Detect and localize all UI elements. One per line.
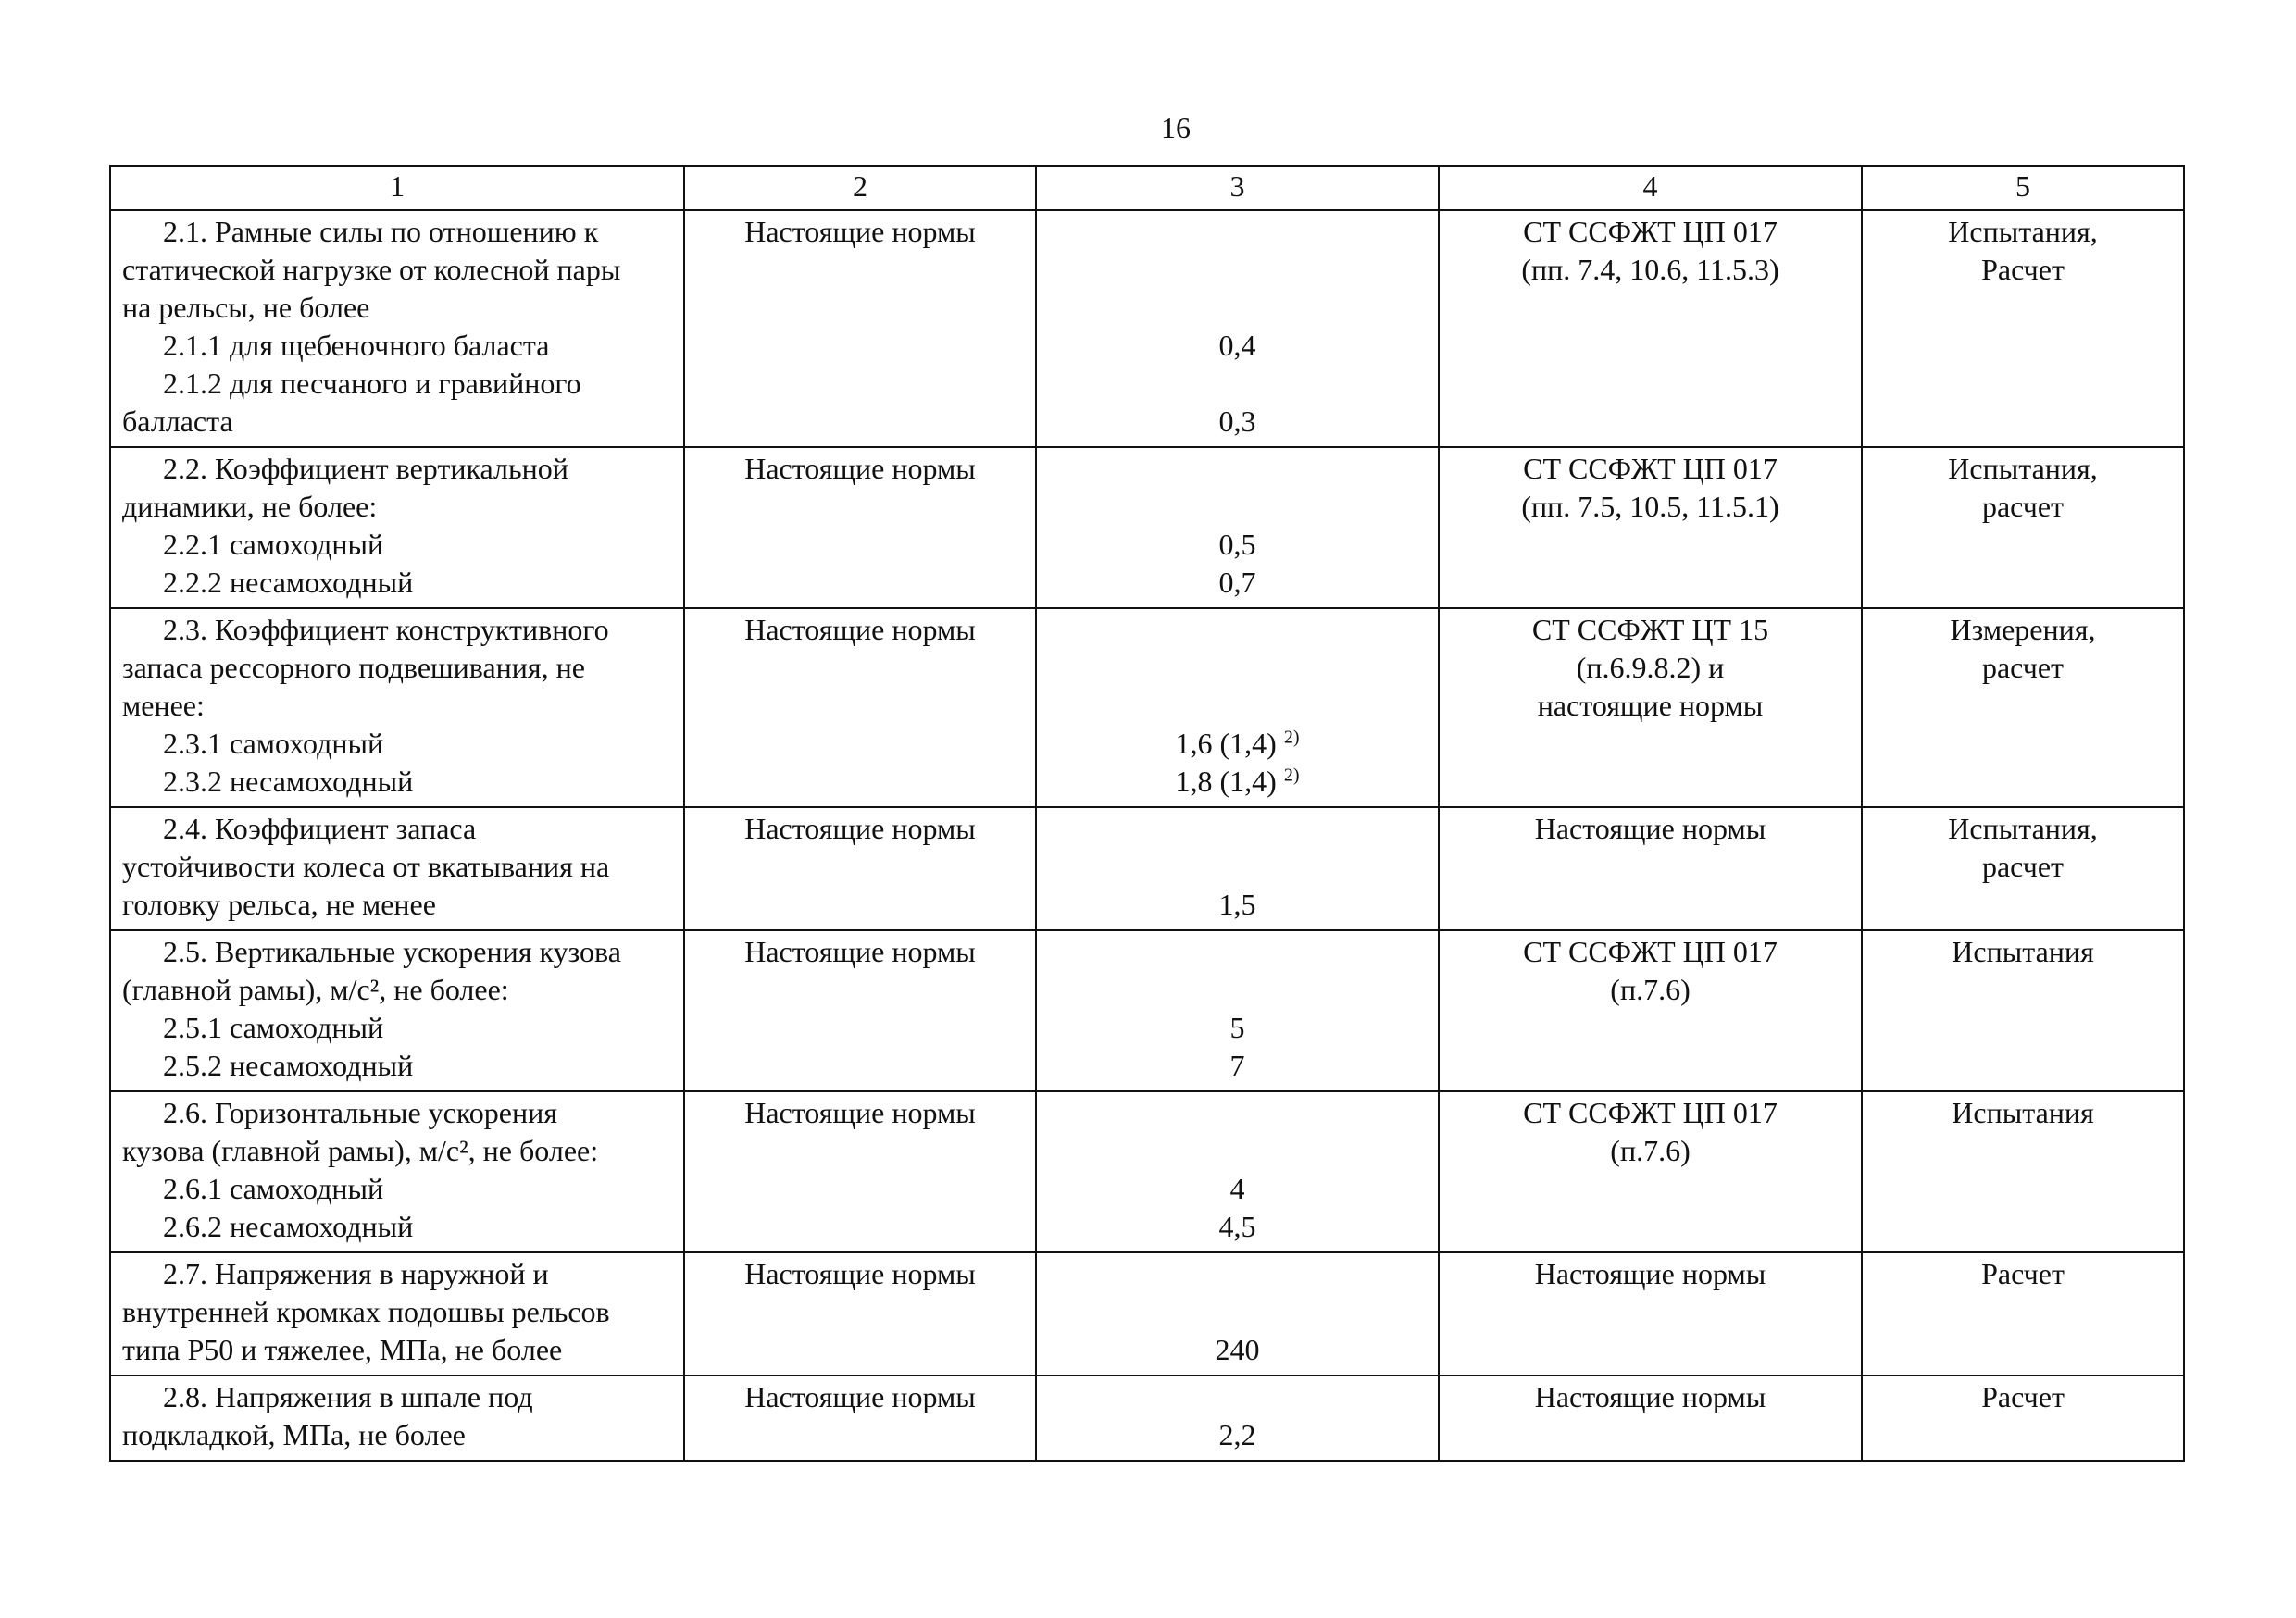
document-cell <box>1439 447 1862 608</box>
value-line <box>1037 213 1438 251</box>
value-line <box>1037 1094 1438 1132</box>
document-line: (пп. 7.4, 10.6, 11.5.3) <box>1521 253 1779 286</box>
parameter-line: на рельсы, не более <box>122 291 370 324</box>
parameter-line: 2.7. Напряжения в наружной и <box>163 1257 549 1290</box>
parameter-line: 2.3.1 самоходный <box>163 727 384 760</box>
document-line: Настоящие нормы <box>1534 1257 1766 1290</box>
parameter-line: статической нагрузке от колесной пары <box>122 253 621 286</box>
value-cell <box>1036 1252 1439 1375</box>
method-cell <box>1862 1252 2184 1375</box>
parameter-line: 2.4. Коэффициент запаса <box>163 812 477 845</box>
value-line <box>1037 1208 1438 1246</box>
parameter-line: 2.6. Горизонтальные ускорения <box>163 1096 557 1129</box>
value-text: 4,5 <box>1218 1210 1256 1243</box>
value-line <box>1037 488 1438 526</box>
method-line: расчет <box>1981 490 2065 523</box>
parameter-line: 2.1. Рамные силы по отношению к <box>163 215 599 248</box>
parameter-line: 2.2.2 несамоходный <box>163 566 414 599</box>
parameter-line: 2.6.2 несамоходный <box>163 1210 414 1243</box>
method-line: Измерения, <box>1950 613 2096 646</box>
source-text: Настоящие нормы <box>744 1257 976 1290</box>
parameter-line: типа Р50 и тяжелее, МПа, не более <box>122 1333 563 1366</box>
value-cell <box>1036 210 1439 447</box>
value-line <box>1037 687 1438 725</box>
source-text: Настоящие нормы <box>744 1380 976 1413</box>
value-cell <box>1036 447 1439 608</box>
method-cell <box>1862 608 2184 807</box>
value-line <box>1037 1416 1438 1454</box>
parameter-cell <box>110 210 684 447</box>
value-line <box>1037 403 1438 441</box>
value-line <box>1037 289 1438 327</box>
value-line <box>1037 526 1438 564</box>
parameter-line: 2.5.1 самоходный <box>163 1011 384 1044</box>
requirements-table <box>109 165 2185 1462</box>
parameter-line: подкладкой, МПа, не более <box>122 1418 466 1451</box>
value-line <box>1037 327 1438 365</box>
value-text: 1,6 (1,4) <box>1175 727 1277 760</box>
table-row <box>110 608 2184 807</box>
value-cell <box>1036 807 1439 930</box>
source-cell <box>684 930 1036 1091</box>
source-cell <box>684 1252 1036 1375</box>
value-line <box>1037 933 1438 971</box>
document-cell <box>1439 1091 1862 1252</box>
method-cell <box>1862 807 2184 930</box>
value-line <box>1037 1047 1438 1085</box>
parameter-cell <box>110 1375 684 1461</box>
parameter-line: устойчивости колеса от вкатывания на <box>122 850 610 883</box>
parameter-line: 2.3.2 несамоходный <box>163 765 414 798</box>
value-line <box>1037 649 1438 687</box>
method-line: Расчет <box>1981 1380 2065 1413</box>
document-cell <box>1439 1252 1862 1375</box>
page-number: 16 <box>1161 111 1191 144</box>
parameter-line: 2.1.2 для песчаного и гравийного <box>163 367 581 400</box>
value-cell <box>1036 930 1439 1091</box>
method-line: расчет <box>1981 850 2065 883</box>
value-text: 0,4 <box>1218 329 1256 362</box>
source-text: Настоящие нормы <box>744 935 976 968</box>
parameter-cell <box>110 447 684 608</box>
value-cell <box>1036 608 1439 807</box>
table-row <box>110 930 2184 1091</box>
source-text: Настоящие нормы <box>744 613 976 646</box>
value-text: 240 <box>1215 1333 1260 1366</box>
parameter-line: 2.1.1 для щебеночного баласта <box>163 329 550 362</box>
method-line: Расчет <box>1981 253 2065 286</box>
value-line <box>1037 251 1438 289</box>
value-line <box>1037 1170 1438 1208</box>
value-line <box>1037 725 1438 763</box>
value-line <box>1037 1132 1438 1170</box>
document-line: СТ ССФЖТ ЦП 017 <box>1523 935 1778 968</box>
column-header-4: 4 <box>1439 166 1862 210</box>
parameter-line: головку рельса, не менее <box>122 888 436 921</box>
parameter-cell <box>110 1252 684 1375</box>
document-cell <box>1439 1375 1862 1461</box>
source-text: Настоящие нормы <box>744 1096 976 1129</box>
source-cell <box>684 1091 1036 1252</box>
method-line: Испытания <box>1952 935 2094 968</box>
document-line: (п.7.6) <box>1610 1134 1691 1167</box>
table-row <box>110 1091 2184 1252</box>
parameter-line: менее: <box>122 689 205 722</box>
value-line <box>1037 564 1438 602</box>
value-line <box>1037 450 1438 488</box>
document-line: СТ ССФЖТ ЦТ 15 <box>1531 613 1769 646</box>
footnote-mark: 2) <box>1283 727 1300 748</box>
value-line <box>1037 848 1438 886</box>
column-header-1: 1 <box>110 166 684 210</box>
value-line <box>1037 365 1438 403</box>
value-text: 5 <box>1229 1011 1245 1044</box>
parameter-line: динамики, не более: <box>122 490 378 523</box>
header-row <box>110 166 2184 210</box>
method-line: Испытания <box>1952 1096 2094 1129</box>
method-line: Испытания, <box>1948 452 2098 485</box>
value-line <box>1037 1293 1438 1331</box>
value-cell <box>1036 1375 1439 1461</box>
parameter-line: 2.8. Напряжения в шпале под <box>163 1380 533 1413</box>
source-cell <box>684 210 1036 447</box>
document-line: (п.6.9.8.2) и <box>1576 651 1725 684</box>
source-text: Настоящие нормы <box>744 452 976 485</box>
parameter-cell <box>110 930 684 1091</box>
parameter-cell <box>110 1091 684 1252</box>
value-text: 2,2 <box>1218 1418 1256 1451</box>
document-line: СТ ССФЖТ ЦП 017 <box>1523 452 1778 485</box>
value-line <box>1037 810 1438 848</box>
method-line: Расчет <box>1981 1257 2065 1290</box>
parameter-line: 2.2.1 самоходный <box>163 528 384 561</box>
parameter-line: 2.5.2 несамоходный <box>163 1049 414 1082</box>
value-line <box>1037 763 1438 801</box>
value-cell <box>1036 1091 1439 1252</box>
parameter-cell <box>110 807 684 930</box>
method-cell <box>1862 447 2184 608</box>
method-line: Испытания, <box>1948 215 2098 248</box>
source-cell <box>684 608 1036 807</box>
parameter-cell <box>110 608 684 807</box>
value-line <box>1037 1331 1438 1369</box>
value-text: 1,8 (1,4) <box>1175 765 1277 798</box>
value-line <box>1037 886 1438 924</box>
footnote-mark: 2) <box>1283 765 1300 786</box>
value-line <box>1037 1378 1438 1416</box>
parameter-line: 2.2. Коэффициент вертикальной <box>163 452 568 485</box>
value-line <box>1037 1009 1438 1047</box>
value-line <box>1037 971 1438 1009</box>
document-line: (пп. 7.5, 10.5, 11.5.1) <box>1521 490 1779 523</box>
document-cell <box>1439 930 1862 1091</box>
table-row <box>110 210 2184 447</box>
method-cell <box>1862 1375 2184 1461</box>
document-cell <box>1439 210 1862 447</box>
column-header-5: 5 <box>1862 166 2184 210</box>
method-cell <box>1862 930 2184 1091</box>
document-line: Настоящие нормы <box>1534 812 1766 845</box>
value-text: 0,3 <box>1218 404 1256 438</box>
source-text: Настоящие нормы <box>744 812 976 845</box>
value-text: 7 <box>1229 1049 1245 1082</box>
source-cell <box>684 1375 1036 1461</box>
parameter-line: 2.5. Вертикальные ускорения кузова <box>163 935 621 968</box>
method-line: расчет <box>1981 651 2065 684</box>
document-line: СТ ССФЖТ ЦП 017 <box>1523 215 1778 248</box>
source-text: Настоящие нормы <box>744 215 976 248</box>
table-row <box>110 1375 2184 1461</box>
source-cell <box>684 807 1036 930</box>
parameter-line: кузова (главной рамы), м/с², не более: <box>122 1134 599 1167</box>
value-text: 4 <box>1229 1172 1245 1205</box>
value-text: 0,5 <box>1218 528 1256 561</box>
method-cell <box>1862 1091 2184 1252</box>
method-cell <box>1862 210 2184 447</box>
parameter-line: внутренней кромках подошвы рельсов <box>122 1295 610 1328</box>
value-line <box>1037 611 1438 649</box>
parameter-line: (главной рамы), м/с², не более: <box>122 973 509 1006</box>
parameter-line: запаса рессорного подвешивания, не <box>122 651 585 684</box>
column-header-3: 3 <box>1036 166 1439 210</box>
table-row <box>110 1252 2184 1375</box>
table-body <box>110 210 2184 1461</box>
source-cell <box>684 447 1036 608</box>
table-row <box>110 807 2184 930</box>
table-row <box>110 447 2184 608</box>
value-line <box>1037 1255 1438 1293</box>
document-line: Настоящие нормы <box>1534 1380 1766 1413</box>
parameter-line: балласта <box>122 404 233 438</box>
value-text: 1,5 <box>1218 888 1256 921</box>
column-header-2: 2 <box>684 166 1036 210</box>
document-cell <box>1439 608 1862 807</box>
document-line: настоящие нормы <box>1537 689 1764 722</box>
document-line: (п.7.6) <box>1610 973 1691 1006</box>
document-cell <box>1439 807 1862 930</box>
parameter-line: 2.3. Коэффициент конструктивного <box>163 613 609 646</box>
parameter-line: 2.6.1 самоходный <box>163 1172 384 1205</box>
document-line: СТ ССФЖТ ЦП 017 <box>1523 1096 1778 1129</box>
value-text: 0,7 <box>1218 566 1256 599</box>
method-line: Испытания, <box>1948 812 2098 845</box>
